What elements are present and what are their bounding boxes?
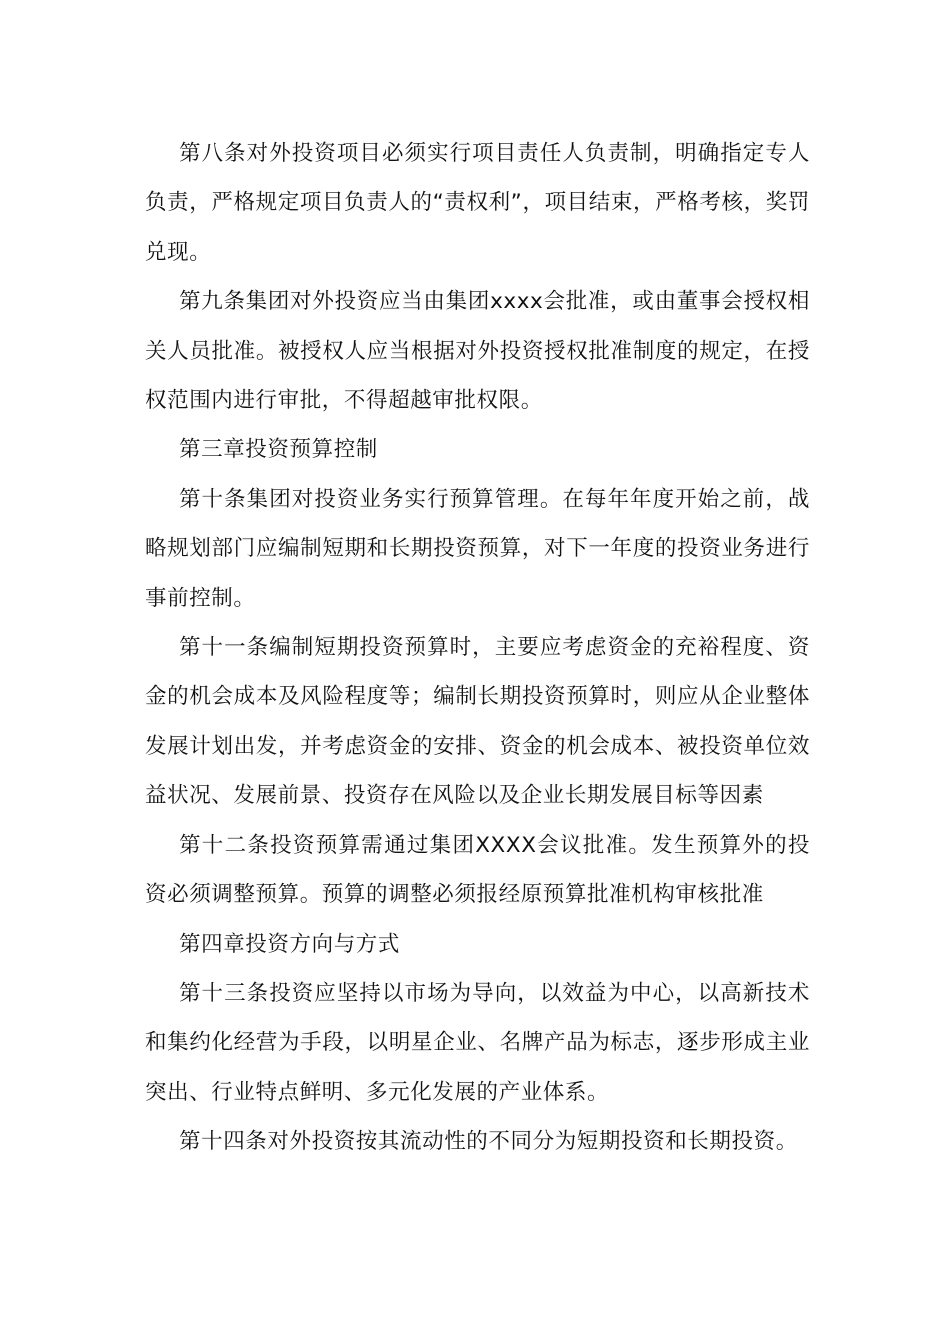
document-body [145,129,810,1167]
article-9: 第九条集团对外投资应当由集团xxxx会批准，或由董事会授权相关人员批准。被授权人应当根据对外投资授权批准制度的规定，在授权范围内进行审批，不得超越审批权限。 [145,289,810,414]
article-14: 第十四条对外投资按其流动性的不同分为短期投资和长期投资。 [179,1129,798,1155]
article-11: 第十一条编制短期投资预算时，主要应考虑资金的充裕程度、资金的机会成本及风险程度等；编制长期投资预算时，则应从企业整体发展计划出发，并考虑资金的安排、资金的机会成本、被投资单位效益状况、发展前景、投资存在风险以及企业长期发展目标等因素 [145,635,810,809]
article-10: 第十条集团对投资业务实行预算管理。在每年年度开始之前，战略规划部门应编制短期和长期投资预算，对下一年度的投资业务进行事前控制。 [145,486,810,611]
article-8: 第八条对外投资项目必须实行项目责任人负责制，明确指定专人负责，严格规定项目负责人的“责权利”，项目结束，严格考核，奖罚兑现。 [145,141,810,265]
chapter-3-heading: 第三章投资预算控制 [179,437,378,463]
chapter-4-heading: 第四章投资方向与方式 [179,931,401,957]
article-13: 第十三条投资应坚持以市场为导向，以效益为中心，以高新技术和集约化经营为手段，以明星企业、名牌产品为标志，逐步形成主业突出、行业特点鲜明、多元化发展的产业体系。 [145,980,810,1105]
article-12: 第十二条投资预算需通过集团XXXX会议批准。发生预算外的投资必须调整预算。预算的调整必须报经原预算批准机构审核批准 [145,832,810,908]
